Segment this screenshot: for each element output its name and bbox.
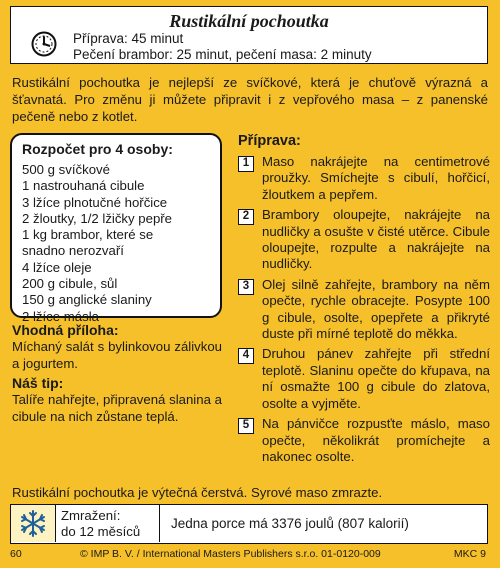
step-text: Maso nakrájejte na centimetrové proužky. Smíchejte s cibulí, hořčicí, žloutkem a pepřem.: [262, 154, 490, 202]
step-number: 2: [238, 209, 254, 225]
ingredients-box: [10, 133, 222, 324]
step-item: [238, 346, 490, 412]
step-text: Na pánvičce rozpusťte máslo, maso opečte, několikrát promíchejte a nakonec osolte.: [262, 416, 490, 464]
prep-time: Příprava: 45 minut: [73, 31, 184, 46]
ingredient-item: 2 žloutky, 1/2 lžičky pepře: [22, 210, 173, 226]
step-text: Olej silně zahřejte, brambory na něm opečte, rychle obracejte. Posypte 100 g cibule, osolte, opepřete a přikryté duste při mírné teplotě do měkka.: [262, 276, 490, 342]
step-item: [238, 154, 490, 203]
step-number: 5: [238, 418, 254, 434]
step-item: [238, 207, 490, 273]
recipe-header: [10, 6, 488, 64]
step-number: 4: [238, 348, 254, 364]
ingredient-item: 2 lžíce másla: [22, 308, 99, 324]
freeze-label: Zmražení:: [61, 508, 121, 523]
ingredient-item: 1 nastrouhaná cibule: [22, 178, 145, 194]
step-item: [238, 277, 490, 343]
snowflake-icon: [11, 505, 56, 542]
ingredient-item: 500 g svíčkové: [22, 162, 110, 177]
divider: [159, 505, 160, 542]
energy-info: Jedna porce má 3376 joulů (807 kalorií): [171, 516, 409, 531]
freeze-info: [61, 508, 140, 540]
intro-text: Rustikální pochoutka je nejlepší ze svíčkové, která je chuťově výrazná a šťavnatá. Pro změnu ji můžete připravit i z vepřového masa – z panenské pečeně nebo z kotlet.: [12, 75, 488, 124]
step-number: 3: [238, 279, 254, 295]
ingredient-item: 200 g cibule, sůl: [22, 276, 118, 292]
ingredient-item: snadno nerozvaří: [22, 243, 124, 259]
ingredient-item: 4 lžíce oleje: [22, 259, 92, 275]
tip-section: [12, 375, 222, 425]
ingredients-title: Rozpočet pro 4 osoby:: [22, 141, 173, 157]
preparation-steps: [238, 154, 490, 469]
tip-text: Talíře nahřejte, připravená slanina a cibule na nich zůstane teplá.: [12, 392, 222, 424]
freeze-info-box: [10, 504, 488, 544]
step-number: 1: [238, 156, 254, 172]
ingredient-item: 3 lžíce plnotučné hořčice: [22, 194, 168, 210]
clock-icon: [31, 31, 57, 57]
ingredient-item: 1 kg brambor, které se: [22, 227, 154, 243]
copyright: © IMP B. V. / International Masters Publishers s.r.o. 01-0120-009: [80, 548, 381, 560]
freeze-value: do 12 měsíců: [61, 524, 141, 539]
side-dish-text: Míchaný salát s bylinkovou zálivkou a jogurtem.: [12, 339, 222, 371]
step-item: [238, 416, 490, 465]
preparation-title: Příprava:: [238, 133, 301, 149]
page-number: 60: [10, 548, 22, 560]
side-dish-title: Vhodná příloha:: [12, 322, 119, 338]
step-text: Brambory oloupejte, nakrájejte na nudličky a osušte v čisté utěrce. Cibule oloupejte, rozpulte a nakrájejte na nudličky.: [262, 207, 490, 272]
storage-note: Rustikální pochoutka je výtečná čerstvá. Syrové maso zmrazte.: [12, 485, 383, 500]
step-text: Druhou pánev zahřejte při střední teplotě. Slaninu opečte do křupava, na ní osmažte 100 g cibule do zlatova, osolte a vyjměte.: [262, 346, 490, 411]
ingredient-item: 150 g anglické slaniny: [22, 292, 152, 308]
recipe-title: Rustikální pochoutka: [169, 11, 329, 31]
side-dish-section: [12, 322, 222, 372]
tip-title: Náš tip:: [12, 375, 64, 391]
card-code: MKC 9: [453, 548, 486, 560]
cook-time: Pečení brambor: 25 minut, pečení masa: 2 minuty: [73, 47, 372, 62]
